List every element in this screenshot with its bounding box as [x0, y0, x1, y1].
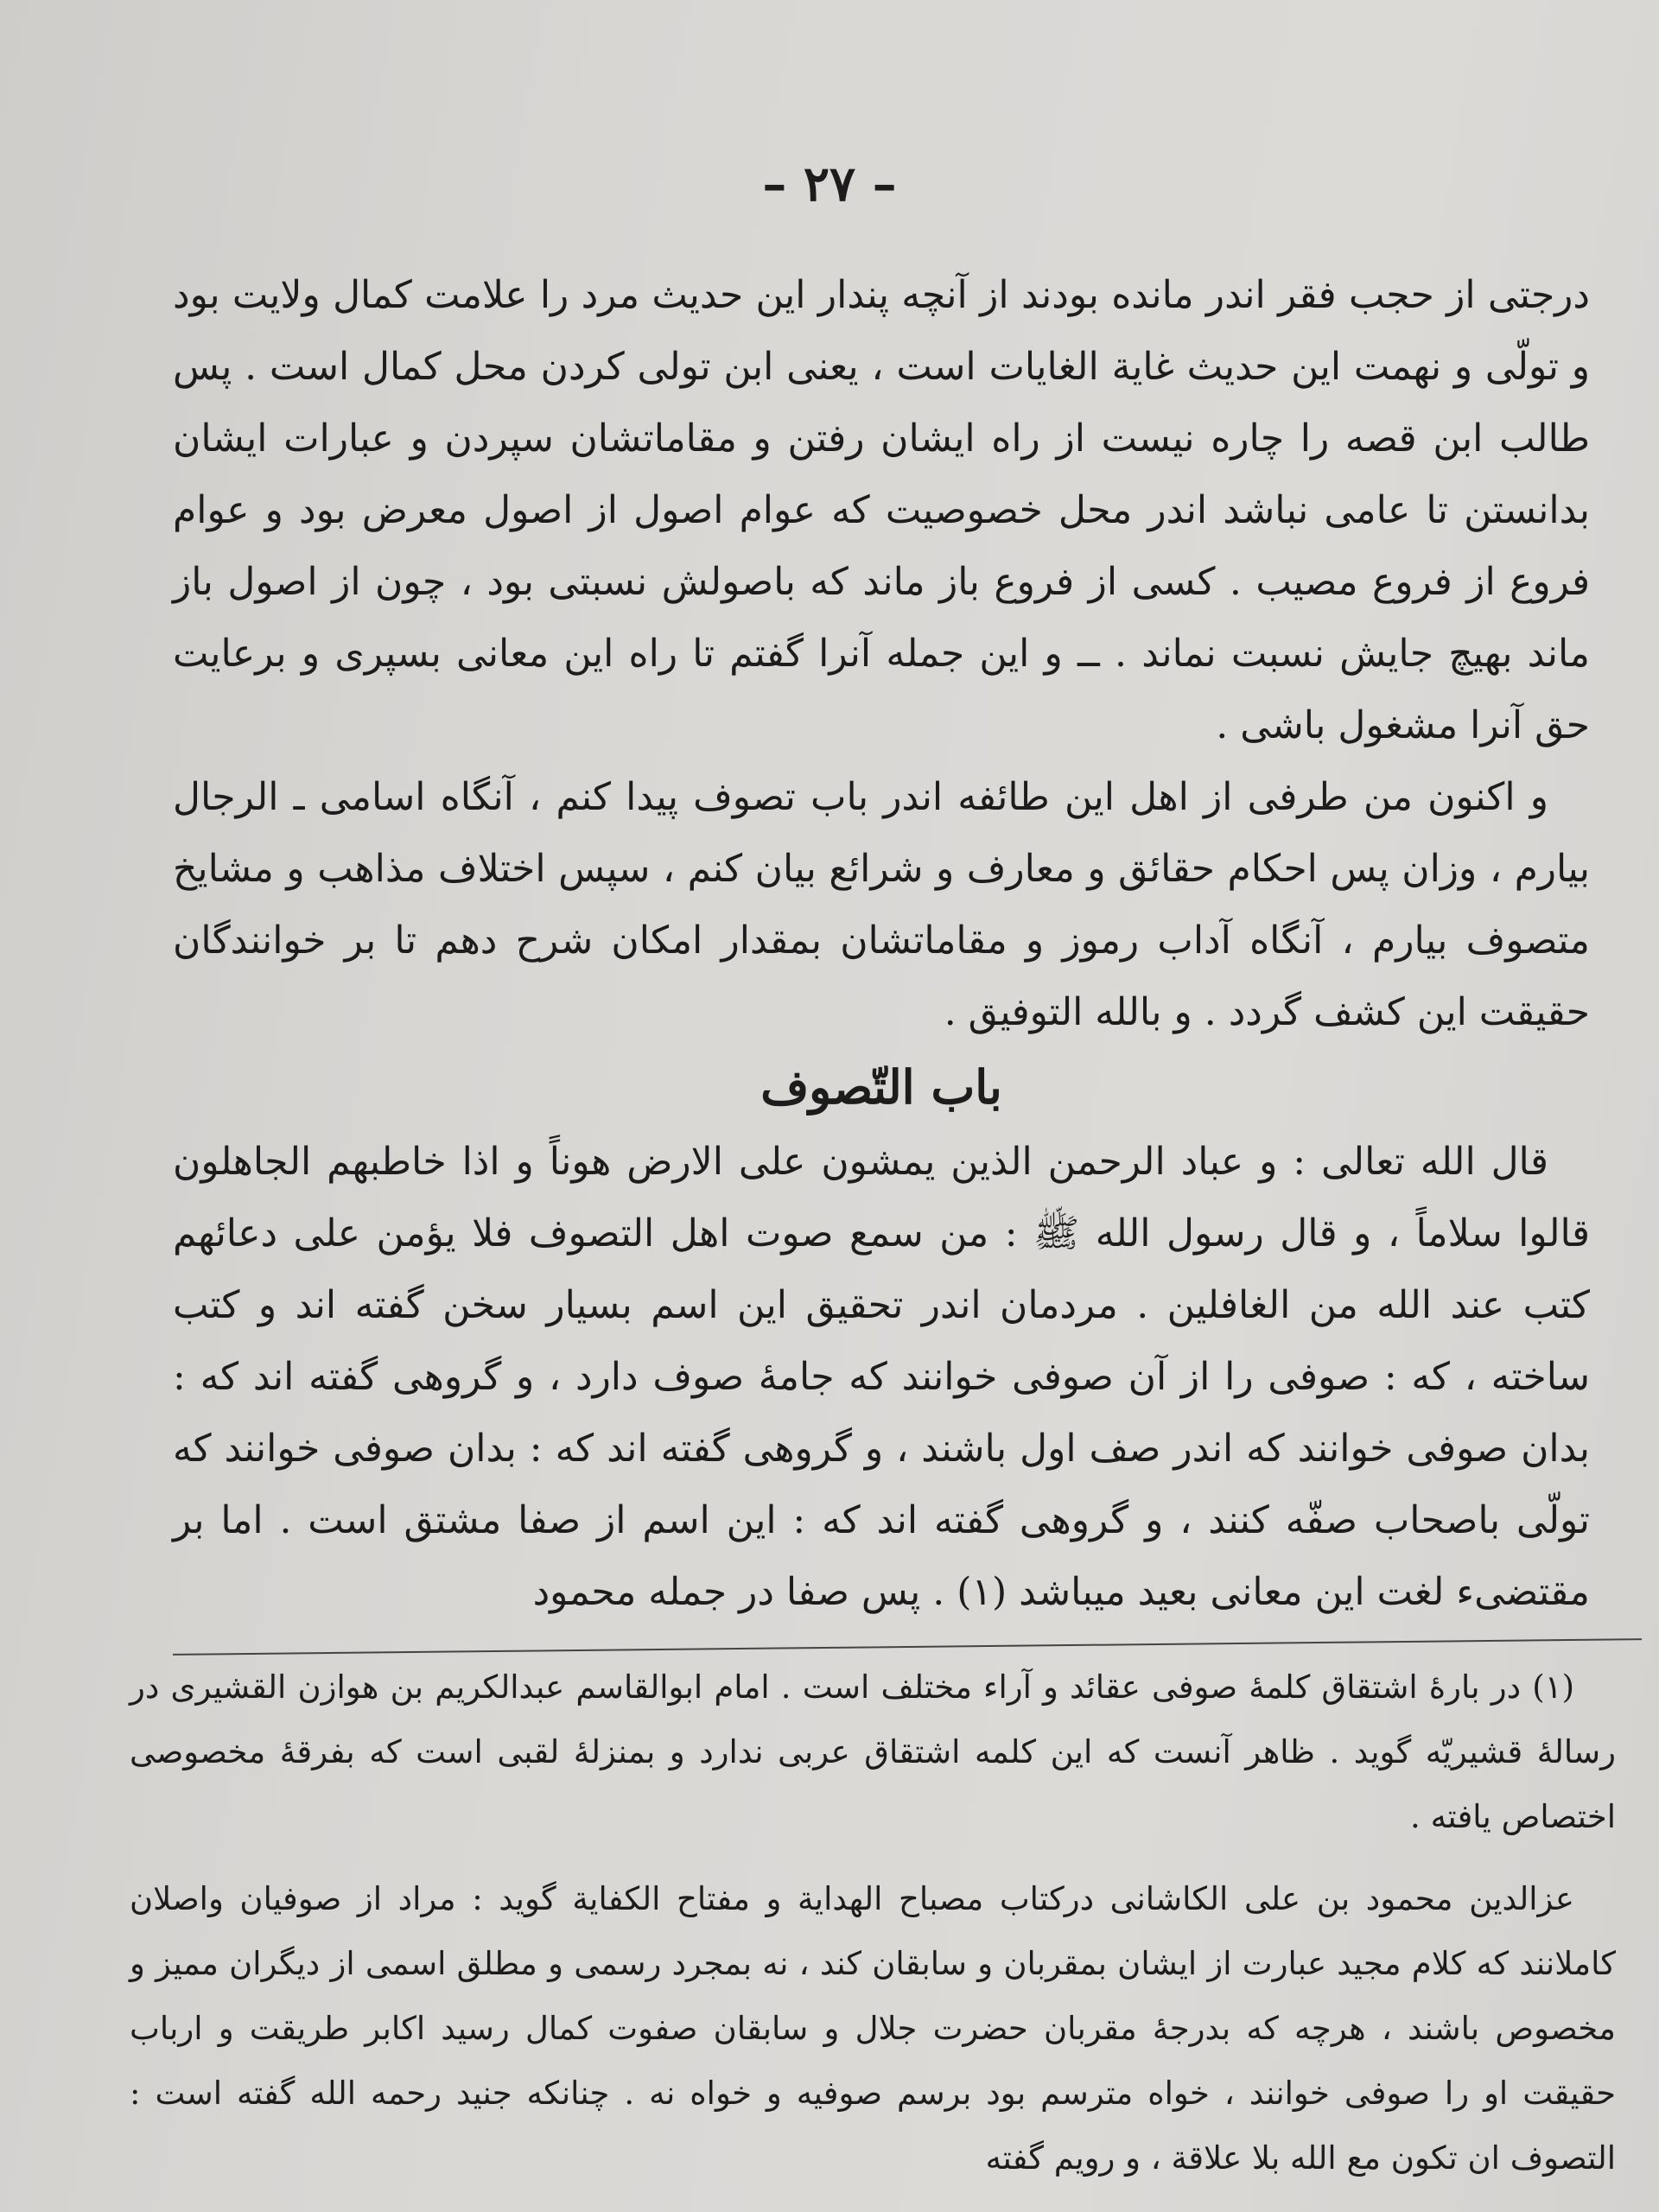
section-paragraph: قال الله تعالی : و عباد الرحمن الذین یمشون علی الارض هوناً و اذا خاطبهم الجاهلون قالوا سلاماً ، و قال رسول الله ﷺ : من سمع صوت اهل التصوف فلا یؤمن علی دعائهم کتب عند الله من الغافلین . مردمان اندر تحقیق این اسم بسیار سخن گفته اند و کتب ساخته ، که : صوفی را از آن صوفی خوانند که جامهٔ صوف دارد ، و گروهی گفته اند که : بدان صوفی خوانند که اندر صف اول باشند ، و گروهی گفته اند که : بدان صوفی خوانند که تولّی باصحاب صفّه کنند ، و گروهی گفته اند که : این اسم از صفا مشتق است . اما بر مقتضیء لغت این معانی بعید میباشد (۱) . پس صفا در جمله محمود — [173, 1140, 1590, 1614]
page-number: – ۲۷ – — [762, 156, 897, 213]
footnote-1: (۱) در بارهٔ اشتقاق کلمهٔ صوفی عقائد و آراء مختلف است . امام ابوالقاسم عبدالکریم بن هوازن القشیری در رسالهٔ قشیریّه گوید . ظاهر آنست که این کلمه اشتقاق عربی ندارد و بمنزلهٔ لقبی است که بفرقهٔ مخصوصی اختصاص یافته . — [130, 1669, 1616, 1835]
main-text — [173, 259, 1590, 1628]
footnotes — [130, 1655, 1616, 2190]
footnote-2: عزالدین محمود بن علی الکاشانی درکتاب مصباح الهدایة و مفتاح الکفایة گوید : مراد از صوفیان واصلان کاملانند که کلام مجید عبارت از ایشان بمقربان و سابقان کند ، نه بمجرد رسمی و مطلق اسمی از دیگران ممیز و مخصوص باشند ، هرچه که بدرجهٔ مقربان حضرت جلال و سابقان صفوت کمال رسید اکابر طریقت و ارباب حقیقت او را صوفی خوانند ، خواه مترسم بود برسم صوفیه و خواه نه . چنانکه جنید رحمه الله گفته است : التصوف ان تکون مع الله بلا علاقة ، و رویم گفته — [130, 1880, 1616, 2177]
section-heading: باب التّصوف — [760, 1059, 1002, 1115]
footnote-divider — [173, 1638, 1642, 1656]
paragraph-1: درجتی از حجب فقر اندر مانده بودند از آنچه پندار این حدیث مرد را علامت کمال ولایت بود و تولّی و نهمت این حدیث غایة الغایات است ، یعنی ابن تولی کردن محل کمال است . پس طالب ابن قصه را چاره نیست از راه ایشان رفتن و مقاماتشان سپردن و عبارات ایشان بدانستن تا عامی نباشد اندر محل خصوصیت که عوام اصول از اصول معرض بود و عوام فروع از فروع مصیب . کسی از فروع باز ماند که باصولش نسبتی بود ، چون از اصول باز ماند بهیچ جایش نسبت نماند . ــ و این جمله آنرا گفتم تا راه این معانی بسپری و برعایت حق آنرا مشغول باشی . — [173, 273, 1590, 747]
paragraph-2: و اکنون من طرفی از اهل این طائفه اندر باب تصوف پیدا کنم ، آنگاه اسامی ـ الرجال بیارم ، وزان پس احکام حقائق و معارف و شرائع بیان کنم ، سپس اختلاف مذاهب و مشایخ متصوف بیارم ، آنگاه آداب رموز و مقاماتشان بمقدار امکان شرح دهم تا بر خوانندگان حقیقت این کشف گردد . و بالله التوفیق . — [173, 775, 1590, 1034]
